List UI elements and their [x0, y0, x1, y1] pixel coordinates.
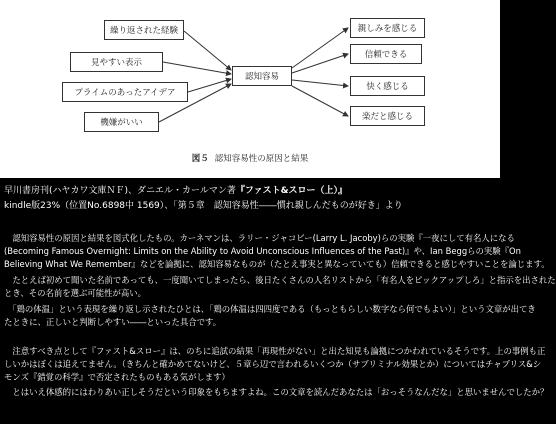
cause-box-2: 見やすい表示	[70, 52, 163, 72]
arrow-effect-4	[292, 86, 348, 116]
source-line-2: kindle版23%（位置No.6898中 1569）、「第５章 認知容易性――慣れ親しんだものが好き」より	[4, 201, 403, 211]
arrow-effect-3	[292, 80, 348, 86]
arrow-cause-1	[184, 31, 231, 70]
paragraph-line: とき、その名前を選ぶ可能性が高い。	[4, 288, 147, 298]
paragraph-line: たときに、正しいと判断しやすい――といった具合です。	[4, 317, 222, 327]
paragraph-line: (Becoming Famous Overnight: Limits on the Ability to Avoid Unconscious Influences of the Past)』や、Ian Beggらの実験『On	[4, 246, 521, 256]
paragraph-line: モンズ『錯覚の科学』で否定されたものもある気がします）	[4, 372, 230, 382]
effect-box-1: 親しみを感じる	[350, 18, 425, 38]
cause-box-3: プライムのあったアイデア	[62, 82, 188, 102]
diagram-panel	[0, 0, 500, 178]
paragraph-line: しいかはぼくは追えてません。（きちんと確かめてないけど、５章ら辺で言われるいくつか（サブリミナル効果とか）についてはチャブリス&シ	[4, 359, 542, 369]
effect-box-2: 信頼できる	[350, 44, 422, 64]
paragraph-line: 注意すべき点として『ファスト&スロー』は、のちに追試の結果「再現性がない」と出た知見も論拠につかわれているそうです。上の事例も正	[4, 346, 546, 356]
effect-box-3: 快く感じる	[350, 76, 425, 96]
paragraph-line: 認知容易性の原因と結果を図式化したもの。カーネマンは、ラリー・ジャコビー(Larry L. Jacoby)らの実験『一夜にして有名人になる	[4, 233, 515, 243]
article-text	[0, 178, 556, 424]
arrow-cause-2	[163, 62, 231, 74]
source-book-title: 『ファスト&スロー（上）』	[235, 186, 348, 196]
source-line-1	[4, 186, 496, 197]
source-publisher: 早川書房刊(ハヤカワ文庫ＮＦ)、ダニエル・カールマン著	[4, 186, 236, 196]
arrow-cause-3	[188, 79, 231, 92]
cause-box-1: 繰り返された経験	[104, 20, 184, 40]
figure-caption	[0, 152, 500, 164]
paragraph-line: 「鶏の体温」という表現を繰り返し示されたひとは、「鶏の体温は四四度である（もっともらしい数字なら何でもよい）」という文章が出てき	[4, 304, 536, 314]
cause-box-4: 機嫌がいい	[84, 112, 159, 132]
paragraph-line: たとえば初めて聞いた名前であっても、一度聞いてしまったら、後日たくさんの人名リストから「有名人をピックアップしろ」と指示を出された	[4, 275, 556, 285]
paragraph-line: Believing What We Remember』などを論拠に、認知容易なものが（たとえ事実と異なっていても）信頼できると感じやすいことを論じます。	[4, 259, 550, 269]
caption-text: 認知容易性の原因と結果	[214, 154, 309, 164]
paragraph-line: とはいえ体感的にはわりあい正しそうだという印象をもちますよね。この文章を読んだあなたは「おっそうなんだな」と思いませんでしたか？	[4, 387, 549, 397]
center-box: 認知容易	[232, 66, 292, 86]
arrow-effect-1	[292, 28, 348, 68]
caption-number: 図５	[191, 154, 209, 164]
effect-box-4: 楽だと感じる	[350, 106, 425, 126]
arrow-effect-2	[292, 54, 348, 73]
